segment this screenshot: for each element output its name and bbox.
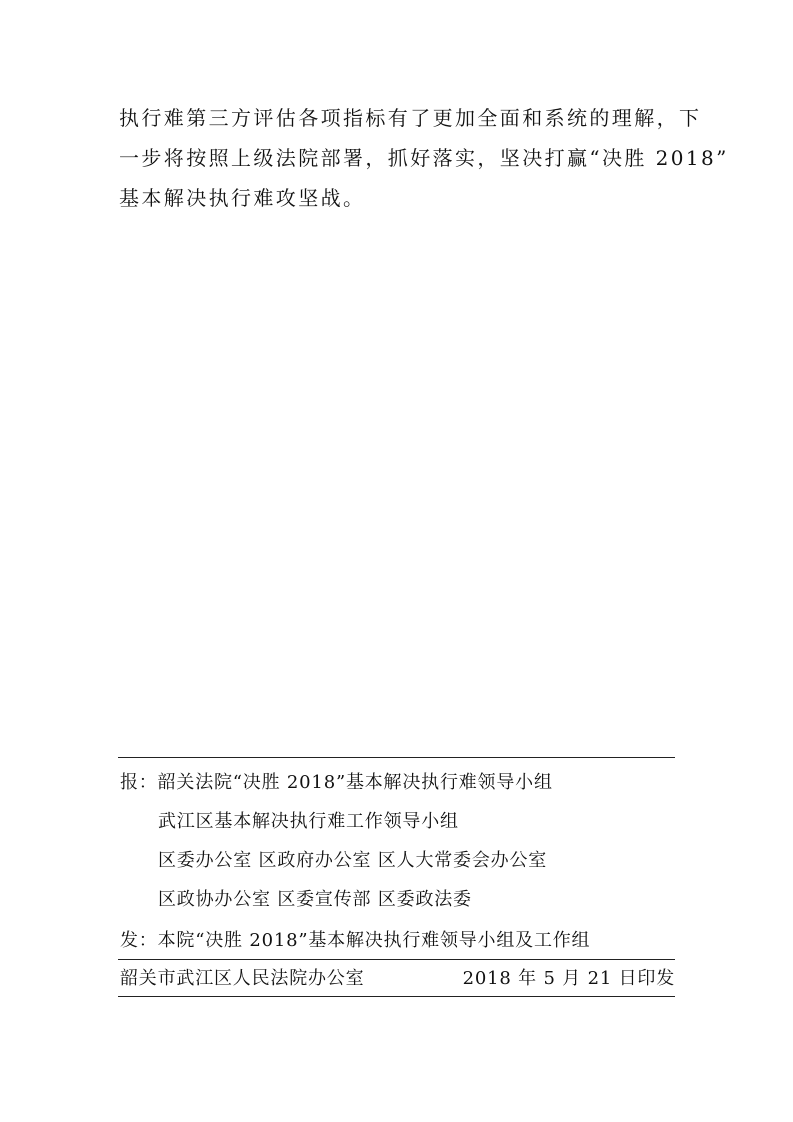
body-line-2: 一步将按照上级法院部署，抓好落实，坚决打赢“决胜 2018” — [119, 146, 729, 170]
report-to-line-1 — [120, 765, 680, 801]
issuer-name: 韶关市武江区人民法院办公室 — [120, 968, 365, 989]
distribution-top-rule — [118, 757, 675, 758]
report-to-line-4 — [158, 882, 718, 918]
report-to-line-3 — [158, 843, 718, 879]
distribution-middle-rule — [118, 959, 675, 960]
body-paragraph — [119, 98, 729, 218]
issue-date: 2018 年 5 月 21 日印发 — [462, 968, 675, 989]
report-to-line-2 — [158, 804, 718, 840]
body-line-1: 执行难第三方评估各项指标有了更加全面和系统的理解，下 — [119, 106, 702, 130]
report-recipient-2: 武江区基本解决执行难工作领导小组 — [158, 811, 459, 832]
body-line-3: 基本解决执行难攻坚战。 — [119, 186, 366, 210]
report-label: 报： — [120, 772, 158, 793]
send-recipient: 本院“决胜 2018”基本解决执行难领导小组及工作组 — [157, 930, 591, 951]
report-recipient-1: 韶关法院“决胜 2018”基本解决执行难领导小组 — [157, 772, 553, 793]
issuance-footer — [120, 962, 675, 996]
distribution-bottom-rule — [118, 996, 675, 997]
send-to-line — [120, 923, 680, 959]
send-label: 发： — [120, 930, 158, 951]
report-recipient-3: 区委办公室 区政府办公室 区人大常委会办公室 — [158, 850, 548, 871]
report-recipient-4: 区政协办公室 区委宣传部 区委政法委 — [158, 889, 472, 910]
